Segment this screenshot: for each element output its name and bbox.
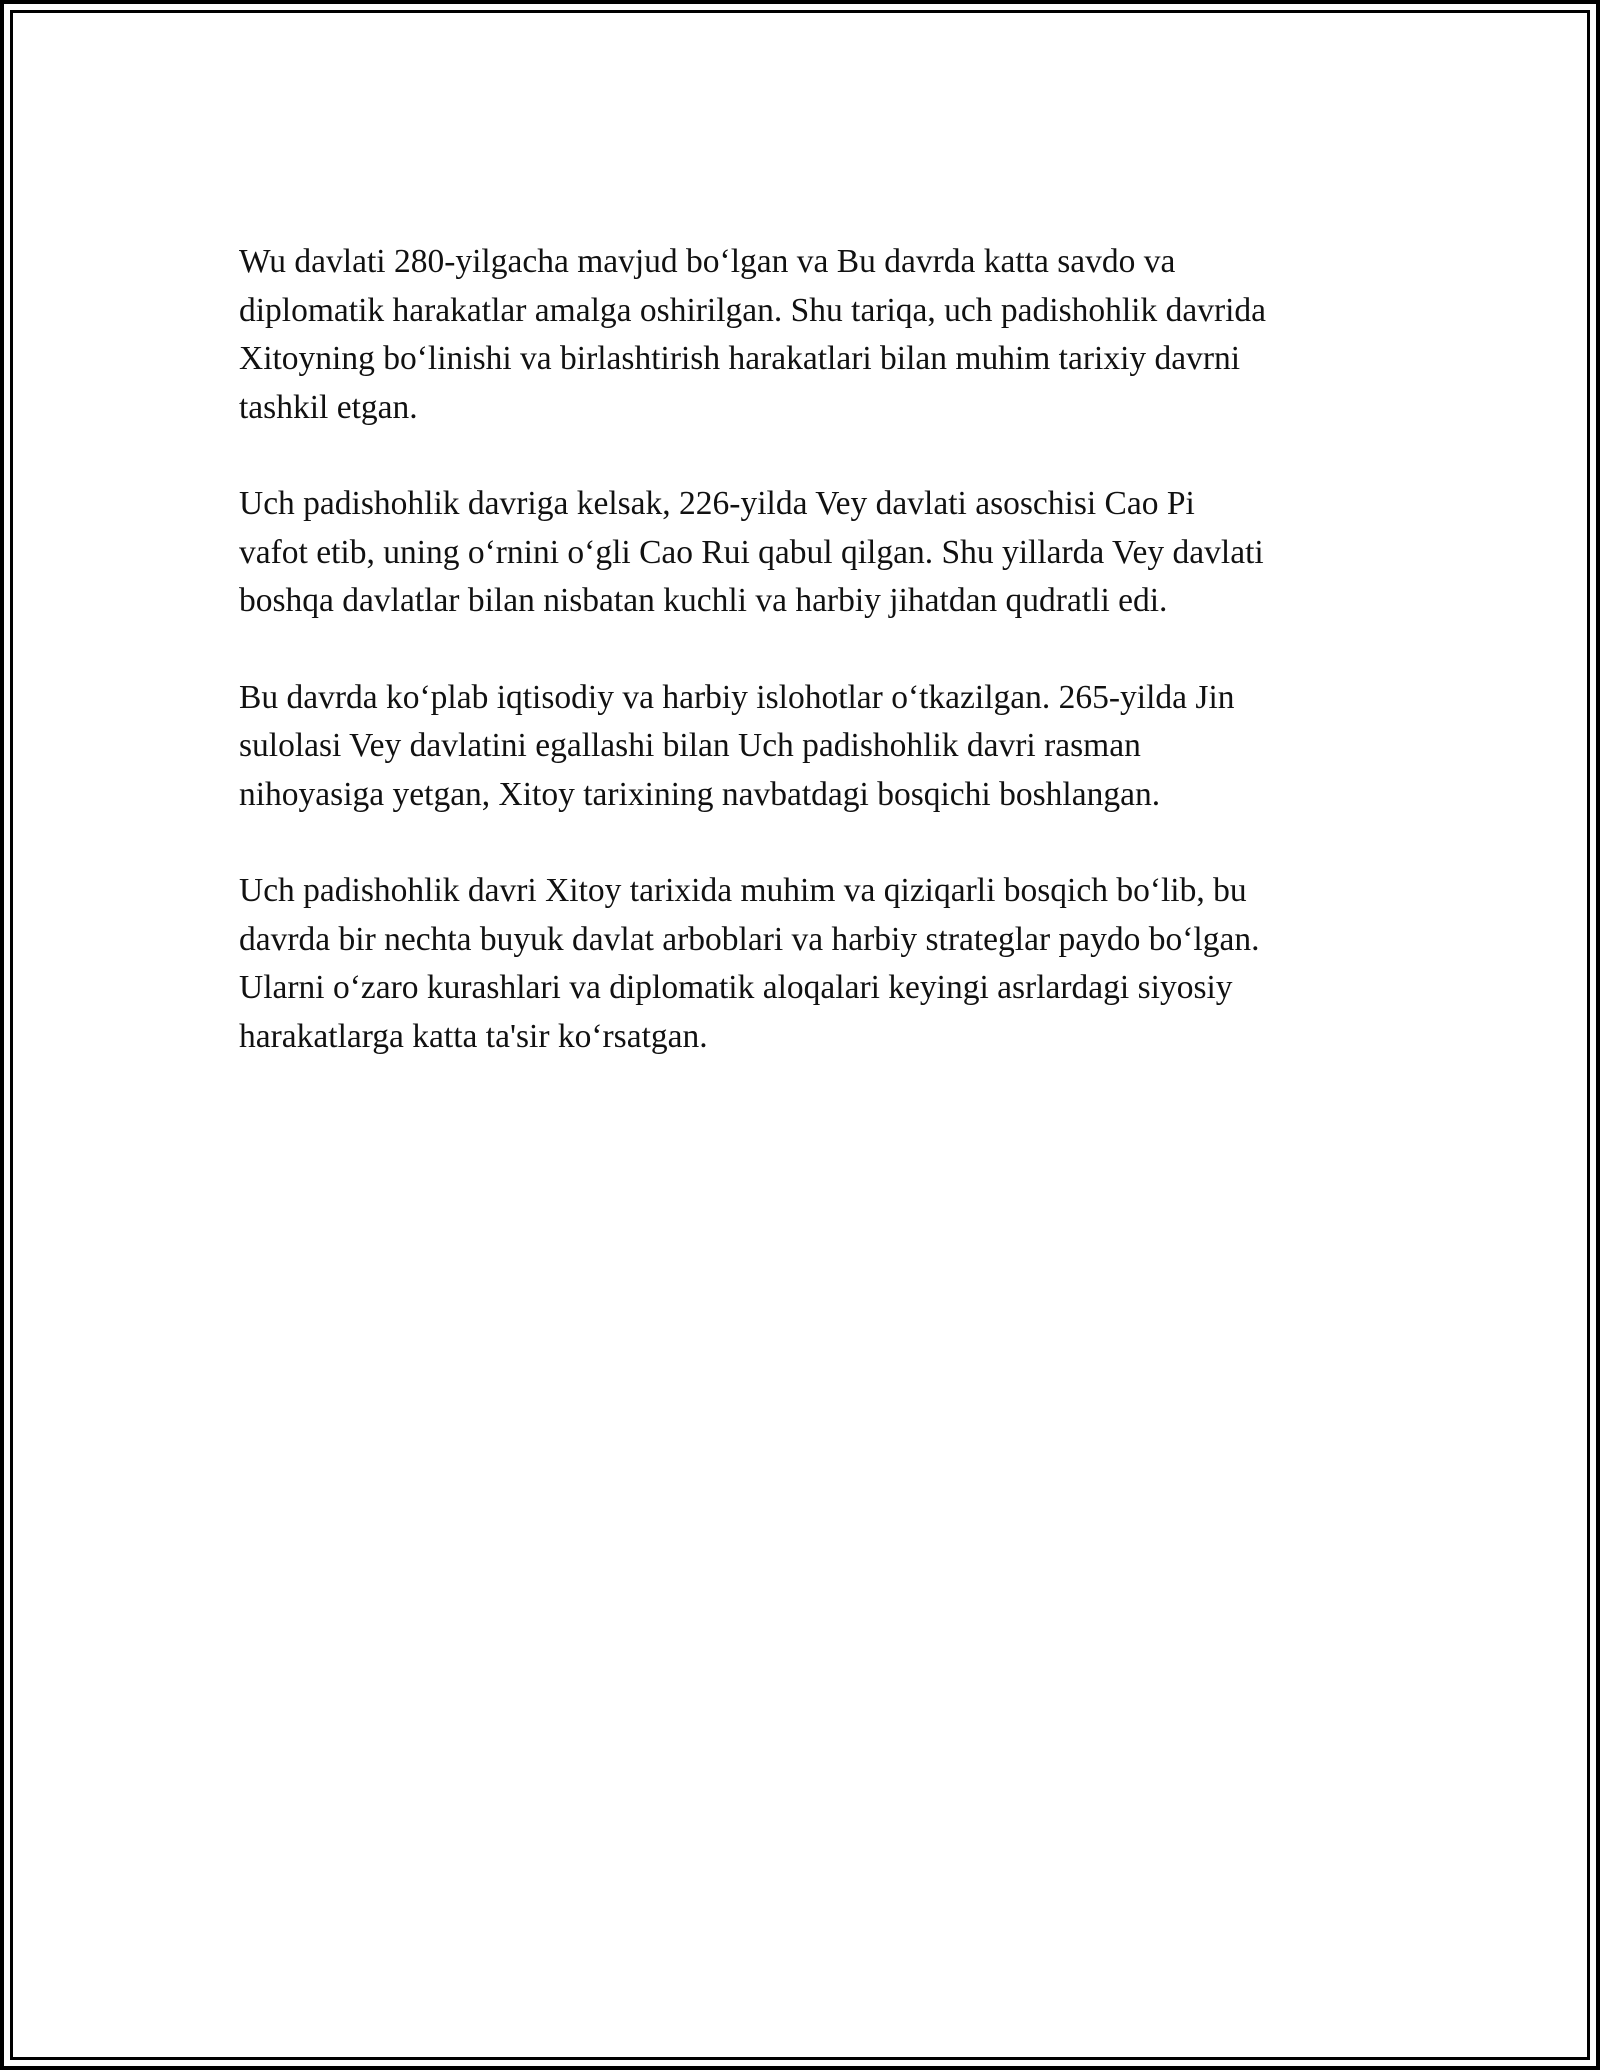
paragraph-3 <box>239 674 1379 820</box>
paragraph-1 <box>239 238 1379 432</box>
paragraph-line: Wu davlati 280-yilgacha mavjud bo‘lgan va Bu davrda katta savdo va <box>239 243 1176 280</box>
paragraph-line: diplomatik harakatlar amalga oshirilgan. Shu tariqa, uch padishohlik davrida <box>239 291 1267 329</box>
paragraph-line: Uch padishohlik davriga kelsak, 226-yilda Vey davlati asoschisi Cao Pi <box>239 485 1195 522</box>
paragraph-4 <box>239 867 1379 1061</box>
paragraph-line: davrda bir nechta buyuk davlat arboblari va harbiy strateglar paydo bo‘lgan. <box>239 920 1260 958</box>
paragraph-line: Ularni o‘zaro kurashlari va diplomatik aloqalari keyingi asrlardagi siyosiy <box>239 969 1233 1006</box>
paragraph-line: sulolasi Vey davlatini egallashi bilan Uch padishohlik davri rasman <box>239 727 1141 764</box>
paragraph-line: boshqa davlatlar bilan nisbatan kuchli va harbiy jihatdan qudratli edi. <box>239 582 1168 619</box>
paragraph-line: tashkil etgan. <box>239 388 418 426</box>
paragraph-line: harakatlarga katta ta'sir ko‘rsatgan. <box>239 1017 708 1055</box>
paragraph-line: Uch padishohlik davri Xitoy tarixida muhim va qiziqarli bosqich bo‘lib, bu <box>239 872 1247 909</box>
page-body <box>239 238 1379 1109</box>
paragraph-line: vafot etib, uning o‘rnini o‘gli Cao Rui qabul qilgan. Shu yillarda Vey davlati <box>239 533 1264 571</box>
paragraph-line: Xitoyning bo‘linishi va birlashtirish harakatlari bilan muhim tarixiy davrni <box>239 340 1241 377</box>
paragraph-2 <box>239 480 1379 626</box>
paragraph-line: nihoyasiga yetgan, Xitoy tarixining navbatdagi bosqichi boshlangan. <box>239 775 1161 813</box>
paragraph-line: Bu davrda ko‘plab iqtisodiy va harbiy islohotlar o‘tkazilgan. 265-yilda Jin <box>239 678 1235 716</box>
